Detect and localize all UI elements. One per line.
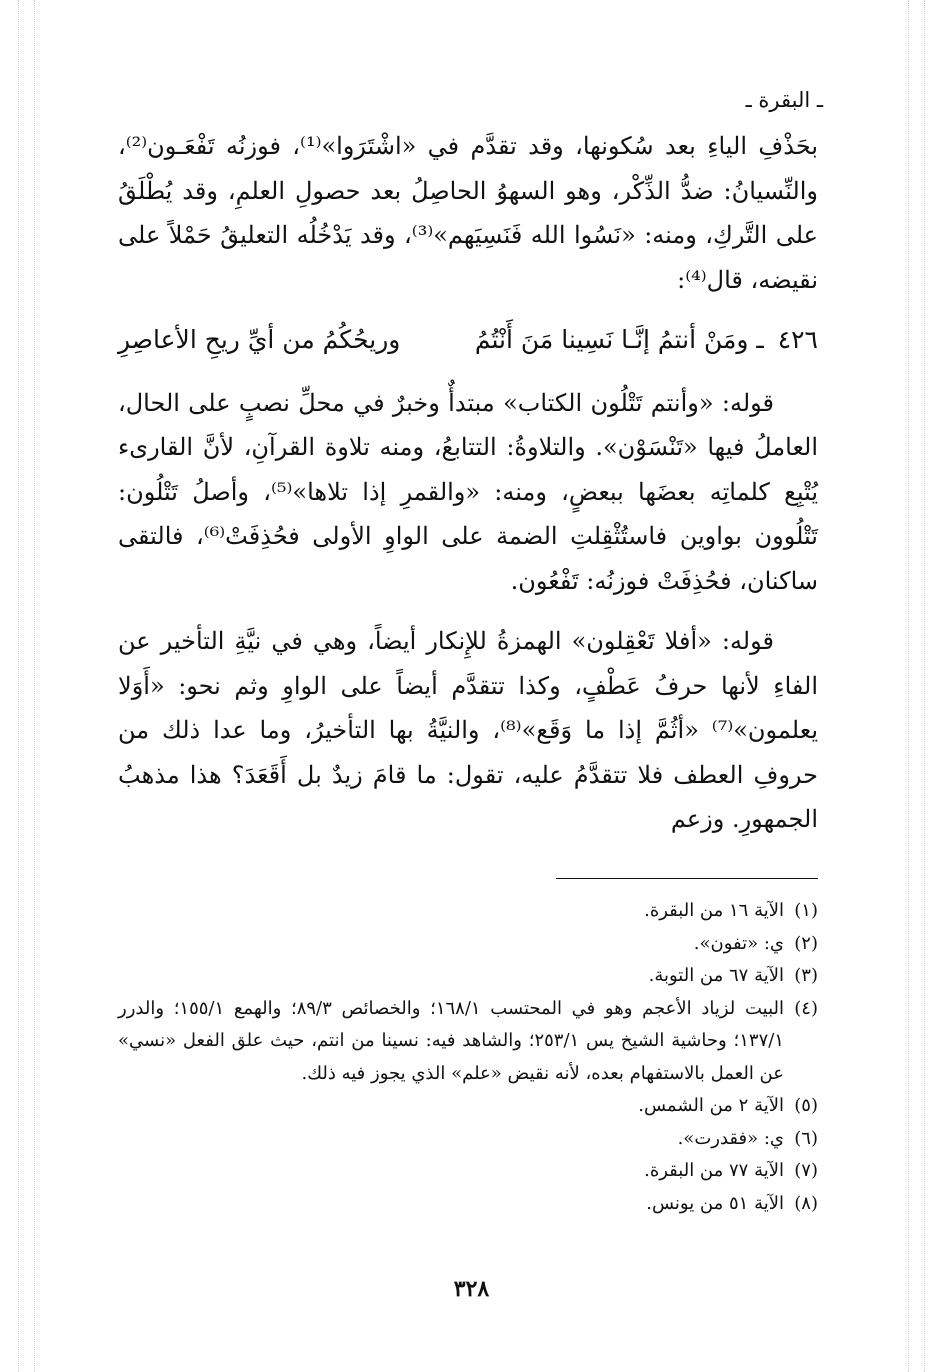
footnote-text: الآية ٧٧ من البقرة. [644, 1160, 784, 1181]
footnotes [118, 895, 818, 1220]
footnote-text: البيت لزياد الأعجم وهو في المحتسب ١٦٨/١؛ والخصائص ٨٩/٣؛ والهمع ١٥٥/١؛ والدرر ١٣٧/١؛ وحاشية الشيخ يس ٢٥٣/١؛ والشاهد فيه: نسينا من انتم، حيث علق الفعل «نسي» عن العمل بالاستفهام بعده، لأنه نقيض «علم» الذي يجوز فيه ذلك. [118, 997, 784, 1084]
poetry-verse [118, 318, 818, 363]
footnote-text: الآية ٢ من الشمس. [638, 1095, 784, 1116]
footnote-text: ي: «تفون». [693, 932, 784, 954]
footnote-number: (٦) [794, 1127, 818, 1149]
footnote-number: (٢) [794, 932, 818, 954]
paragraph-2: قوله: «وأنتم تَتْلُون الكتاب» مبتدأٌ وخبرٌ في محلِّ نصبٍ على الحال، العاملُ فيها «تَنْسَوْن». والتلاوةُ: التتابعُ، ومنه تلاوة القرآنِ، لأنَّ القارىء يُتْبِع كلماتِه بعضَها ببعضٍ، ومنه: «والقمرِ إذا تلاها»⁽⁵⁾، وأصلُ تَتْلُون: تَتْلُوون بواوين فاستُثْقِلتِ الضمة على الواوِ الأولى فحُذِفَتْ⁽⁶⁾، فالتقى ساكنان، فحُذِفَتْ فوزنُه: تَفْعُون. [118, 388, 819, 595]
footnote-item [118, 1155, 818, 1188]
footnote-item [118, 1090, 818, 1123]
footnote-number: (١) [794, 900, 818, 921]
scan-guide-line [924, 0, 925, 1372]
verse-number: ٤٢٦ [777, 325, 818, 354]
footnote-item [118, 895, 818, 928]
scan-guide-line [34, 0, 35, 1372]
verse-first-hemistich [475, 318, 818, 363]
footnote-text: الآية ٦٧ من التوبة. [648, 965, 784, 986]
verse-hemistich-2: وريحُكُمُ من أيِّ ريحِ الأعاصِرِ [118, 325, 401, 354]
scan-guide-line [908, 0, 909, 1372]
footnote-number: (٨) [794, 1192, 818, 1214]
footnote-item [118, 1188, 818, 1221]
main-text [118, 124, 818, 842]
footnote-item [118, 993, 818, 1091]
footnote-text: ي: «فقدرت». [677, 1127, 784, 1149]
page-number: ٣٢٨ [453, 1276, 490, 1302]
verse-hemistich-1: ومَنْ أنتمُ إنَّـا نَسِينا مَنَ أَنْتُمُ [474, 325, 749, 354]
footnote-number: (٤) [794, 997, 818, 1019]
footnote-item [118, 1123, 818, 1156]
footnote-text: الآية ٥١ من يونس. [646, 1192, 784, 1214]
verse-dash: ـ [756, 325, 764, 354]
paragraph-3: قوله: «أفلا تَعْقِلون» الهمزةُ للإِنكار أيضاً، وهي في نيَّةِ التأخير عن الفاءِ لأنها حرفُ عَطْفٍ، وكذا تتقدَّم أيضاً على الواوِ وثم نحو: «أَوَلا يعلمون»⁽⁷⁾ «أثُمَّ إذا ما وَقَع»⁽⁸⁾، والنيَّةُ بها التأخيرُ، وما عدا ذلك من حروفِ العطف فلا تتقدَّمُ عليه، تقول: ما قامَ زيدٌ بل أَقَعَدَ؟ هذا مذهبُ الجمهورِ. وزعم [118, 627, 819, 833]
footnote-separator [556, 878, 818, 879]
running-header: ـ البقرة ـ [745, 88, 823, 112]
footnote-text: الآية ١٦ من البقرة. [644, 900, 784, 921]
footnote-number: (٧) [794, 1160, 818, 1181]
footnote-number: (٥) [794, 1095, 818, 1116]
scan-guide-line [18, 0, 19, 1372]
footnote-number: (٣) [794, 965, 818, 986]
footnote-item [118, 928, 818, 961]
footnote-item [118, 960, 818, 993]
paragraph-1: بحَذْفِ الياءِ بعد سُكونها، وقد تقدَّم في «اشْتَرَوا»⁽¹⁾، فوزنُه تَفْعَـون⁽²⁾، والنِّسيانُ: ضدُّ الذِّكْر، وهو السهوُ الحاصِلُ بعد حصولِ العلمِ، وقد يُطْلَقُ على التَّركِ، ومنه: «نَسُوا الله فَنَسِيَهم»⁽³⁾، وقد يَدْخُلُه التعليقُ حَمْلاً على نقيضه، قال⁽⁴⁾: [118, 132, 818, 294]
